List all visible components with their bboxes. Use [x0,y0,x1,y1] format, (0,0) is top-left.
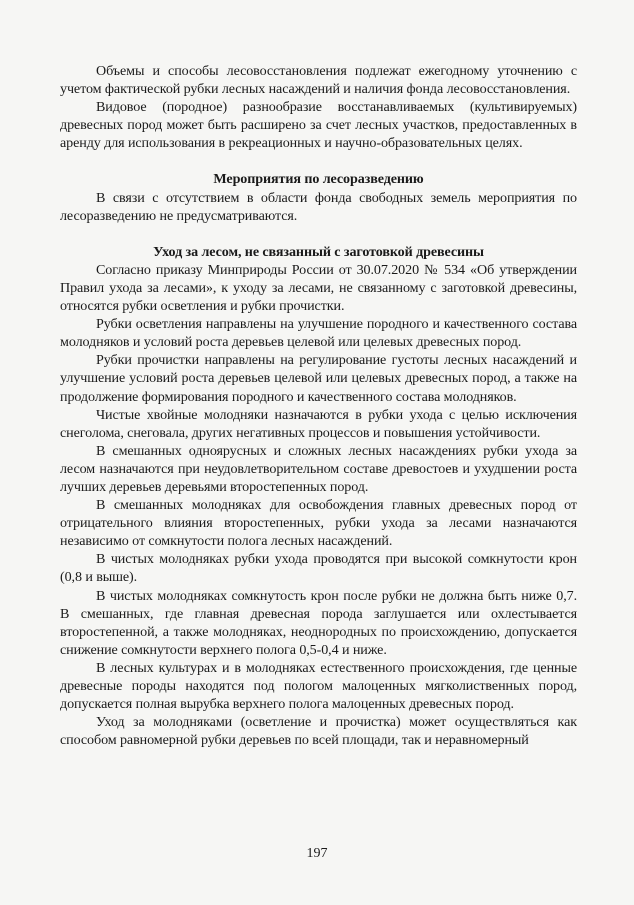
paragraph-pure-young-density: В чистых молодняках рубки ухода проводятся при высокой сомкнутости крон (0,8 и выше). [60,551,577,586]
paragraph-cleaning-cuts: Рубки прочистки направлены на регулирование густоты лесных насаждений и улучшение условий роста деревьев целевой или целевых древесных пород, а также на продолжение формирования породного и качественного состава молодняков. [60,352,577,405]
paragraph-pure-conifer: Чистые хвойные молодняки назначаются в рубки ухода с целью исключения снеголома, снеговала, других негативных процессов и повышения устойчивости. [60,406,577,441]
paragraph-species-diversity: Видовое (породное) разнообразие восстанавливаемых (культивируемых) древесных пород может быть расширено за счет лесных участков, предоставленных в аренду для использования в рекреационных и научно-образовательных целях. [60,99,577,152]
paragraph-mixed-stands: В смешанных одноярусных и сложных лесных насаждениях рубки ухода за лесом назначаются при неудовлетворительном составе древостоев и ухудшении роста лучших деревьев деревьями второстепенных пород. [60,442,577,495]
heading-forest-care: Уход за лесом, не связанный с заготовкой древесины [153,243,484,260]
paragraph-lightening-cuts: Рубки осветления направлены на улучшение породного и качественного состава молодняков и условий роста деревьев целевой или целевых древесных пород. [60,316,577,351]
paragraph-afforestation: В связи с отсутствием в области фонда свободных земель мероприятия по лесоразведению не предусматриваются. [60,189,577,224]
paragraph-forest-cultures: В лесных культурах и в молодняках естественного происхождения, где ценные древесные породы находятся под пологом малоценных мягколиственных пород, допускается полная вырубка верхнего полога малоценных древесных пород. [60,659,577,713]
body-text [60,62,577,749]
paragraph-order-534: Согласно приказу Минприроды России от 30.07.2020 № 534 «Об утверждении Правил ухода за лесами», к уходу за лесами, не связанному с заготовкой древесины, относятся рубки осветления и рубки прочистки. [60,261,577,315]
paragraph-mixed-young: В смешанных молодняках для освобождения главных древесных пород от отрицательного влияния второстепенных, рубки ухода за лесами назначаются независимо от сомкнутости полога лесных насаждений. [60,497,577,550]
page-number: 197 [306,846,328,861]
paragraph-crown-closure: В чистых молодняках сомкнутость крон после рубки не должна быть ниже 0,7. В смешанных, где главная древесная порода заглушается или охлестывается второстепенной, а также молодняках, неоднородных по происхождению, допускается снижение сомкнутости верхнего полога 0,5-0,4 и ниже. [60,587,577,658]
paragraph-reforestation-volumes: Объемы и способы лесовосстановления подлежат ежегодному уточнению с учетом фактической рубки лесных насаждений и наличия фонда лесовосстановления. [60,63,577,98]
heading-afforestation: Мероприятия по лесоразведению [213,171,424,188]
paragraph-young-care-method: Уход за молодняками (осветление и прочистка) может осуществляться как способом равномерной рубки деревьев по всей площади, так и неравномерный [60,714,577,749]
